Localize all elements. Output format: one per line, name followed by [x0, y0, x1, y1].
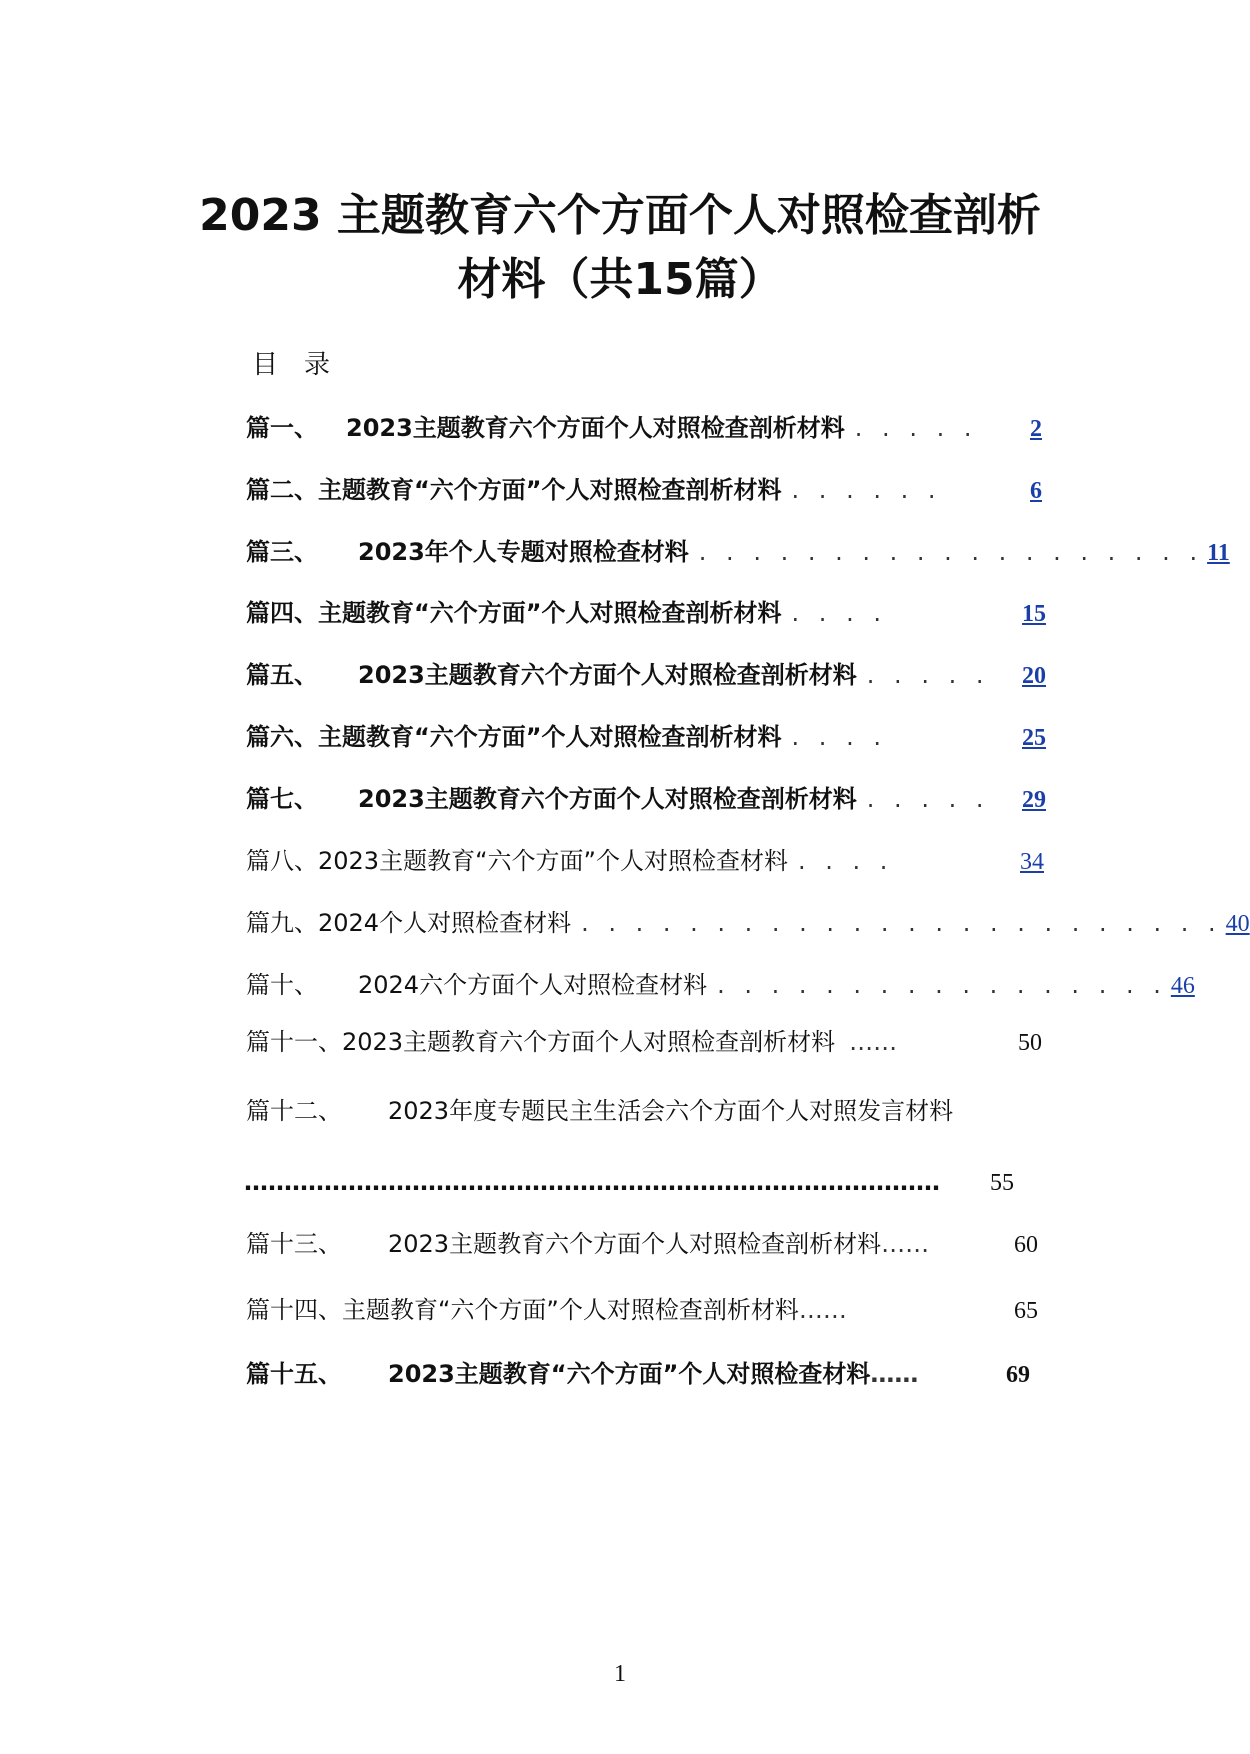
- toc-entry-number: 篇十、: [246, 971, 318, 999]
- toc-dot-leader: . . . . . . . . . . . . . . . . . . . . . . . .: [581, 909, 1222, 937]
- toc-page-number: 60: [1014, 1232, 1038, 1258]
- toc-entry-title: 2024个人对照检查材料: [318, 909, 572, 937]
- toc-entry-5[interactable]: [246, 657, 1046, 693]
- toc-entry-10[interactable]: [246, 967, 1195, 1003]
- toc-dot-leader: . . . . .: [866, 785, 990, 813]
- toc-page-link[interactable]: 6: [1030, 478, 1042, 504]
- toc-entry-7[interactable]: [246, 781, 1046, 817]
- toc-entry-title: 2023主题教育六个方面个人对照检查剖析材料: [346, 414, 845, 442]
- toc-entry-title: 2023主题教育“六个方面”个人对照检查材料: [318, 847, 788, 875]
- toc-entry-number: 篇七、: [246, 785, 318, 813]
- toc-entry-1[interactable]: [246, 410, 1042, 446]
- toc-page-link[interactable]: 29: [1022, 787, 1046, 813]
- toc-entry-number: 篇六、: [246, 723, 318, 751]
- toc-entry-number: 篇十一、: [246, 1028, 342, 1056]
- toc-entry-3[interactable]: [246, 534, 1230, 570]
- toc-entry-title: 主题教育“六个方面”个人对照检查剖析材料: [318, 723, 782, 751]
- toc-dot-leader: . . . . .: [866, 661, 990, 689]
- toc-entry-number: 篇三、: [246, 538, 318, 566]
- toc-dot-leader: . . . .: [791, 723, 887, 751]
- toc-page-link[interactable]: 15: [1022, 601, 1046, 627]
- toc-dot-leader: ……: [870, 1360, 919, 1388]
- toc-entry-title: 主题教育“六个方面”个人对照检查剖析材料: [318, 599, 782, 627]
- toc-entry-title: 2023主题教育“六个方面”个人对照检查材料: [388, 1360, 871, 1388]
- toc-dot-leader: . . . .: [797, 847, 894, 875]
- toc-entry-title: 2023主题教育六个方面个人对照检查剖析材料: [358, 785, 857, 813]
- toc-entry-8[interactable]: [246, 843, 1044, 879]
- toc-page-link[interactable]: 11: [1207, 540, 1230, 566]
- toc-entry-title: 2024六个方面个人对照检查材料: [358, 971, 708, 999]
- toc-dot-leader: . . . . . . . . . . . . . . . . .: [717, 971, 1167, 999]
- toc-page-number: 50: [1018, 1030, 1042, 1056]
- toc-entry-number: 篇十三、: [246, 1230, 342, 1258]
- toc-entry-6[interactable]: [246, 719, 1046, 755]
- toc-page-link[interactable]: 46: [1170, 973, 1195, 999]
- toc-page-link[interactable]: 2: [1030, 416, 1042, 442]
- toc-entry-title: 2023年个人专题对照检查材料: [358, 538, 689, 566]
- toc-entry-12[interactable]: [246, 1093, 1046, 1129]
- toc-page-link[interactable]: 20: [1022, 663, 1046, 689]
- toc-dot-leader: . . . . . .: [791, 476, 942, 504]
- toc-entry-number: 篇十五、: [246, 1360, 342, 1388]
- toc-page-number: 69: [1006, 1362, 1030, 1388]
- toc-dot-leader: . . . . .: [854, 414, 978, 442]
- toc-dot-leader: ……: [849, 1028, 898, 1056]
- toc-entry-number: 篇十二、: [246, 1097, 342, 1125]
- toc-entry-title: 2023主题教育六个方面个人对照检查剖析材料: [358, 661, 857, 689]
- toc-page-link[interactable]: 25: [1022, 725, 1046, 751]
- toc-entry-15[interactable]: [246, 1356, 1030, 1392]
- document-title-line-1: 2023 主题教育六个方面个人对照检查剖析: [199, 190, 1041, 241]
- toc-entry-2[interactable]: [246, 472, 1042, 508]
- toc-entry-number: 篇八、: [246, 847, 318, 875]
- toc-dot-leader: . . . .: [791, 599, 887, 627]
- footer-page-number: 1: [614, 1661, 626, 1687]
- toc-page-link[interactable]: 34: [1020, 849, 1044, 875]
- toc-entry-4[interactable]: [246, 595, 1046, 631]
- toc-entry-number: 篇五、: [246, 661, 318, 689]
- toc-entry-11[interactable]: [246, 1024, 1042, 1060]
- toc-entry-number: 篇一、: [246, 414, 318, 442]
- toc-dot-leader: ……: [881, 1230, 930, 1258]
- toc-dot-leader: ……………………………………………………………………………: [244, 1168, 940, 1196]
- toc-dot-leader: ……: [798, 1296, 847, 1324]
- toc-entry-title: 2023年度专题民主生活会六个方面个人对照发言材料: [388, 1097, 954, 1125]
- toc-heading: 目录: [252, 350, 357, 380]
- toc-entry-number: 篇四、: [246, 599, 318, 627]
- toc-entry-title: 2023主题教育六个方面个人对照检查剖析材料: [342, 1028, 836, 1056]
- document-title-line-2: 材料（共15篇）: [457, 254, 783, 305]
- toc-entry-13[interactable]: [246, 1226, 1038, 1262]
- toc-page-number: 55: [990, 1170, 1014, 1196]
- toc-entry-title: 主题教育“六个方面”个人对照检查剖析材料: [342, 1296, 799, 1324]
- toc-dot-leader: . . . . . . . . . . . . . . . . . . .: [698, 538, 1204, 566]
- toc-page-link[interactable]: 40: [1225, 911, 1250, 937]
- toc-page-number: 65: [1014, 1298, 1038, 1324]
- toc-entry-number: 篇二、: [246, 476, 318, 504]
- toc-entry-14[interactable]: [246, 1292, 1038, 1328]
- toc-entry-title: 2023主题教育六个方面个人对照检查剖析材料: [388, 1230, 882, 1258]
- toc-entry-title: 主题教育“六个方面”个人对照检查剖析材料: [318, 476, 782, 504]
- toc-entry-9[interactable]: [246, 905, 1250, 941]
- toc-entry-number: 篇十四、: [246, 1296, 342, 1324]
- toc-entry-12-leader-line[interactable]: [244, 1162, 1014, 1202]
- toc-entry-number: 篇九、: [246, 909, 318, 937]
